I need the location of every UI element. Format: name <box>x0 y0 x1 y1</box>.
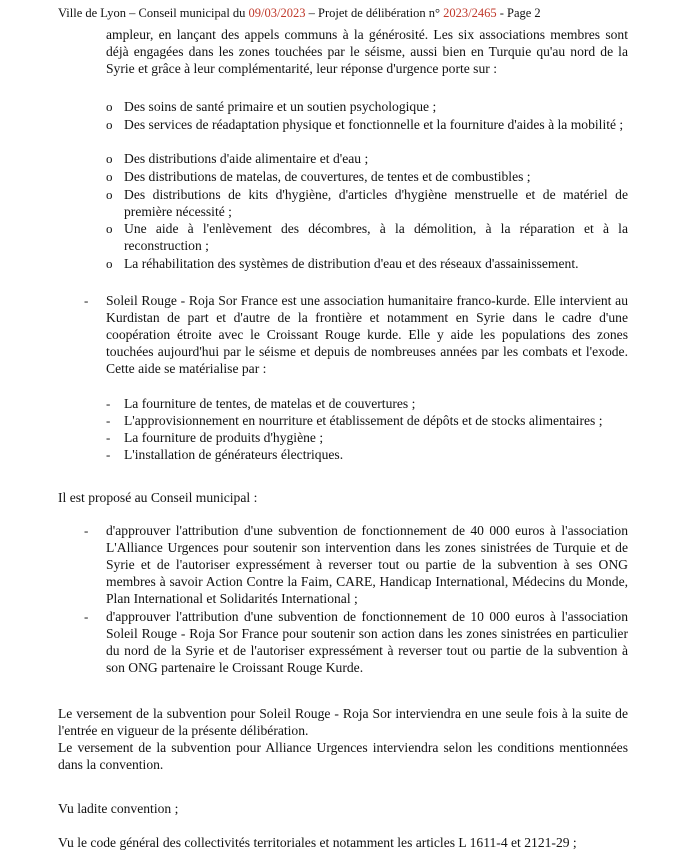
urgency-item: Des distributions de kits d'hygiène, d'articles d'hygiène menstruelle et de matériel de première nécessité ; <box>124 187 628 219</box>
soleil-rouge-paragraph: Soleil Rouge - Roja Sor France est une association humanitaire franco-kurde. Elle intervient au Kurdistan de part et d'autre de la frontière et notamment en Syrie dans le cadre d'une coopération étroite avec le Croissant Rouge kurde. Elle y aide les populations des zones touchées aujourd'hui par le séisme et depuis de nombreuses années par les combats et l'exode. Cette aide se matérialise par : <box>106 293 628 376</box>
dash-bullet: - <box>106 413 111 428</box>
proposal-intro: Il est proposé au Conseil municipal : <box>58 490 258 505</box>
circle-bullet: o <box>106 169 113 184</box>
urgency-item: La réhabilitation des systèmes de distribution d'eau et des réseaux d'assainissement. <box>124 256 579 271</box>
dash-bullet: - <box>84 609 89 624</box>
header-suffix: - Page 2 <box>496 6 541 20</box>
dash-bullet: - <box>84 293 89 308</box>
urgency-item: Des distributions d'aide alimentaire et d'eau ; <box>124 151 369 166</box>
header-date: 09/03/2023 <box>248 6 306 20</box>
payment-alliance-paragraph: Le versement de la subvention pour Alliance Urgences interviendra selon les conditions mentionnées dans la convention. <box>58 740 628 772</box>
circle-bullet: o <box>106 187 113 202</box>
vu-code: Vu le code général des collectivités territoriales et notamment les articles L 1611-4 et 2121-29 ; <box>58 835 577 850</box>
dash-bullet: - <box>84 523 89 538</box>
urgency-item: Des soins de santé primaire et un soutien psychologique ; <box>124 99 437 114</box>
urgency-item: Des distributions de matelas, de couvertures, de tentes et de combustibles ; <box>124 169 531 184</box>
payment-soleil-paragraph: Le versement de la subvention pour Soleil Rouge - Roja Sor interviendra en une seule fois à la suite de l'entrée en vigueur de la présente délibération. <box>58 706 628 738</box>
circle-bullet: o <box>106 151 113 166</box>
intro-paragraph: ampleur, en lançant des appels communs à la générosité. Les six associations membres sont déjà engagées dans les zones touchées par le séisme, aussi bien en Turquie qu'au nord de la Syrie et grâce à leur complémentarité, leur réponse d'urgence porte sur : <box>106 27 628 76</box>
header-middle: – Projet de délibération n° <box>305 6 444 20</box>
header-prefix: Ville de Lyon – Conseil municipal du <box>58 6 249 20</box>
vu-convention: Vu ladite convention ; <box>58 801 179 816</box>
dash-bullet: - <box>106 430 111 445</box>
soleil-item: L'approvisionnement en nourriture et établissement de dépôts et de stocks alimentaires ; <box>124 413 603 428</box>
header-number: 2023/2465 <box>443 6 497 20</box>
soleil-item: L'installation de générateurs électriques. <box>124 447 344 462</box>
circle-bullet: o <box>106 221 113 236</box>
circle-bullet: o <box>106 99 113 114</box>
proposal-item: d'approuver l'attribution d'une subvention de fonctionnement de 40 000 euros à l'association L'Alliance Urgences pour soutenir son intervention dans les zones sinistrées de Turquie et de Syrie et de l'autoriser expressément à reverser tout ou partie de la subvention à ses ONG membres à savoir Action Contre la Faim, CARE, Handicap International, Médecins du Monde, Plan International et Solidarités International ; <box>106 523 628 606</box>
page-header <box>58 5 658 21</box>
soleil-item: La fourniture de tentes, de matelas et de couvertures ; <box>124 396 416 411</box>
proposal-item: d'approuver l'attribution d'une subvention de fonctionnement de 10 000 euros à l'association Soleil Rouge - Roja Sor France pour soutenir son action dans les zones sinistrées en particulier du nord de la Syrie et de l'autoriser expressément à reverser tout ou partie de la subvention à son ONG partenaire le Croissant Rouge Kurde. <box>106 609 628 675</box>
dash-bullet: - <box>106 447 111 462</box>
circle-bullet: o <box>106 256 113 271</box>
circle-bullet: o <box>106 117 113 132</box>
soleil-item: La fourniture de produits d'hygiène ; <box>124 430 324 445</box>
dash-bullet: - <box>106 396 111 411</box>
urgency-item: Une aide à l'enlèvement des décombres, à la démolition, à la réparation et à la reconstruction ; <box>124 221 628 253</box>
urgency-item: Des services de réadaptation physique et fonctionnelle et la fourniture d'aides à la mobilité ; <box>124 117 624 132</box>
